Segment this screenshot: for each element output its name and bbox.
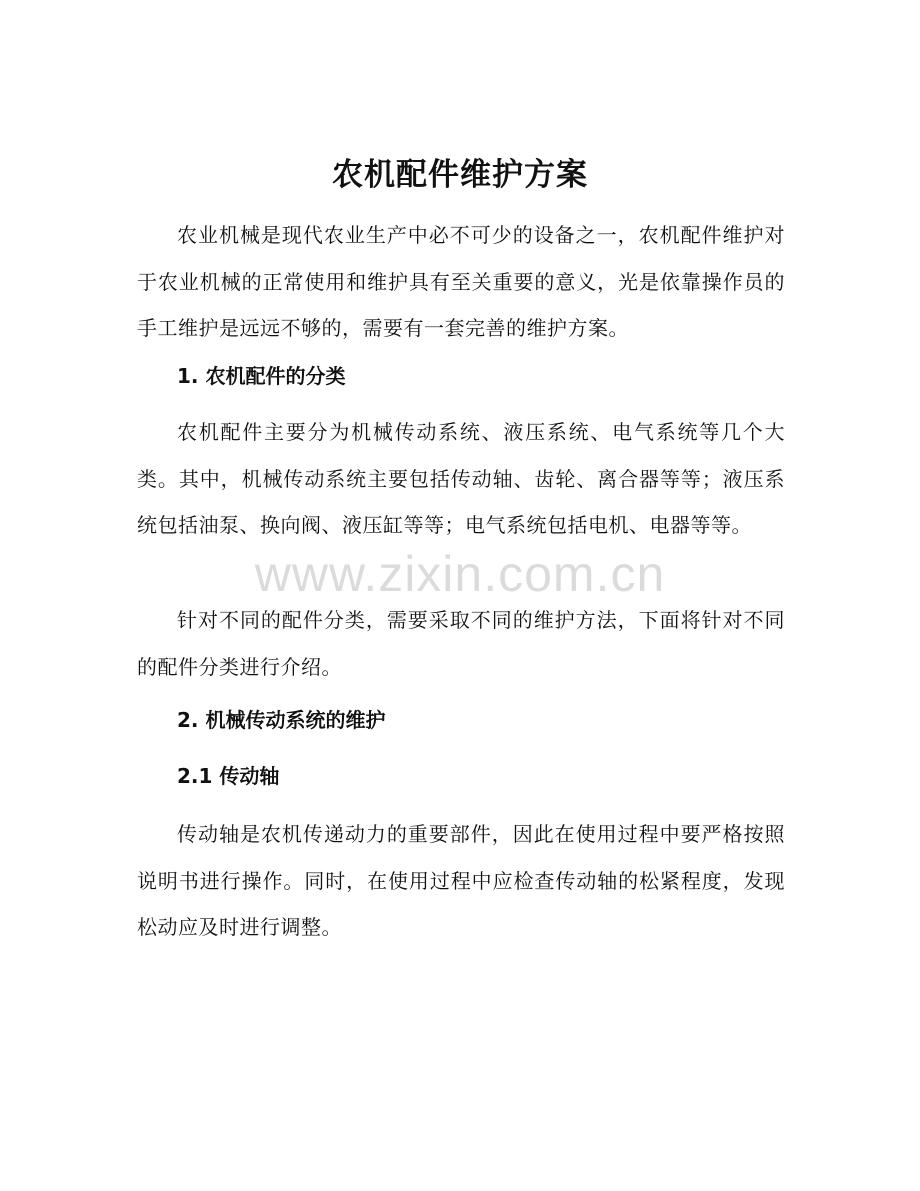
section-1-paragraph-2: 针对不同的配件分类，需要采取不同的维护方法，下面将针对不同的配件分类进行介绍。 [137,608,785,679]
section-2-1-heading: 2.1 传动轴 [177,764,280,788]
document-title: 农机配件维护方案 [332,157,588,193]
section-2-heading: 2. 机械传动系统的维护 [177,708,386,732]
section-1-paragraph-1: 农机配件主要分为机械传动系统、液压系统、电气系统等几个大类。其中，机械传动系统主要包括传动轴、齿轮、离合器等等；液压系统包括油泵、换向阀、液压缸等等；电气系统包括电机、电器等等。 [137,420,785,537]
section-2-1-paragraph: 传动轴是农机传递动力的重要部件，因此在使用过程中要严格按照说明书进行操作。同时，在使用过程中应检查传动轴的松紧程度，发现松动应及时进行调整。 [137,822,785,939]
watermark: www.zixin.com.cn [254,546,666,602]
intro-paragraph: 农业机械是现代农业生产中必不可少的设备之一，农机配件维护对于农业机械的正常使用和维护具有至关重要的意义，光是依靠操作员的手工维护是远远不够的，需要有一套完善的维护方案。 [137,223,785,340]
section-1-heading: 1. 农机配件的分类 [177,364,346,388]
